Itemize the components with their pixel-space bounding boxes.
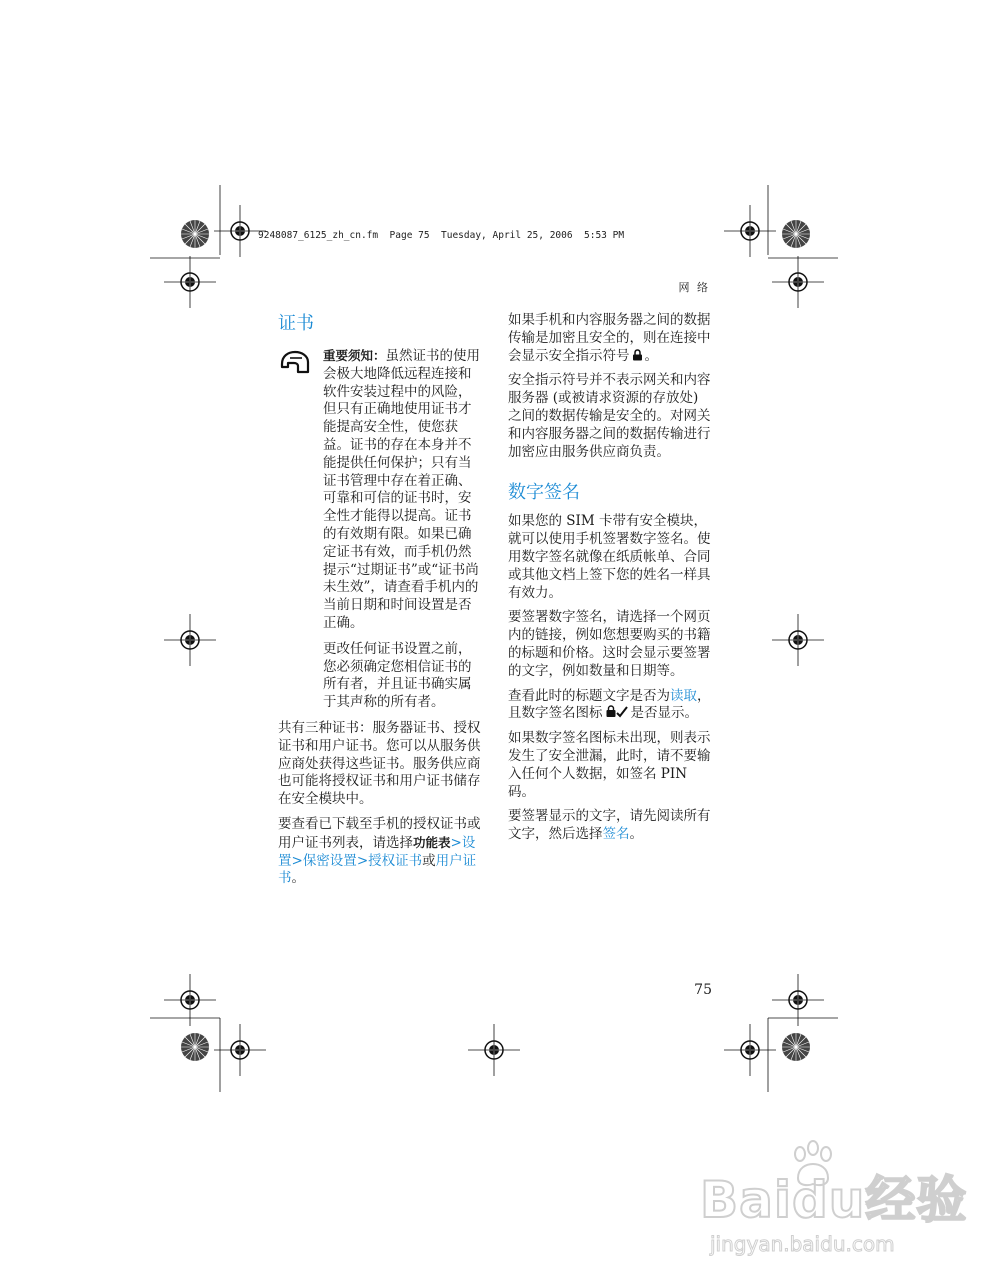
page-number: 75 (694, 982, 712, 998)
watermark-logo-text: Baidu经验 (700, 1171, 968, 1229)
sign-text-paragraph (508, 808, 714, 844)
security-indicator-paragraph: 安全指示符号并不表示网关和内容服务器 (或被请求资源的存放处) 之间的数据传输是安全的。对网关和内容服务器之间的数据传输进行加密应由服务供应商负责。 (508, 372, 711, 460)
note-hand-icon (280, 350, 310, 374)
path-authority-certs: 授权证书 (368, 852, 423, 869)
note-text-2: 更改任何证书设置之前，您必须确定您相信证书的所有者，并且证书确实属于其声称的所有者。 (323, 640, 472, 711)
important-note (278, 347, 484, 712)
section-heading-certificates: 证书 (278, 313, 314, 334)
secure-connection-text: 如果手机和内容服务器之间的数据传输是加密且安全的，则在连接中会显示安全指示符号 (508, 312, 711, 364)
sign-steps-paragraph: 要签署数字签名，请选择一个网页内的链接，例如您想要购买的书籍的标题和价格。这时会显示要签署的文字，例如数量和日期等。 (508, 609, 711, 679)
view-certs-paragraph (278, 816, 484, 888)
menu-label: 功能表 (413, 834, 451, 850)
note-text-1: 虽然证书的使用会极大地降低远程连接和软件安装过程中的风险，但只有正确地使用证书才能提高安全性，使您获益。证书的存在本身并不能提供任何保护；只有当证书管理中存在着正确、可靠和可信的证书时，安全性才能得以提高。证书的有效期有限。如果已确定证书有效，而手机仍然提示“过期证书”或“证书尚未生效”，请查看手机内的当前日期和时间设置是否正确。 (323, 348, 481, 631)
read-link-text: 读取 (670, 687, 697, 704)
or-text: 或 (422, 852, 436, 869)
sign-link-text: 签名 (602, 826, 630, 843)
period: 。 (644, 347, 658, 364)
path-user-certs: 用户证书 (278, 852, 477, 887)
right-column (508, 312, 714, 851)
view-certs-text: 要查看已下载至手机的授权证书或用户证书列表，请选择 (278, 815, 481, 851)
path-settings: 设置 (278, 834, 476, 869)
no-icon-paragraph: 如果数字签名图标未出现，则表示发生了安全泄漏，此时，请不要输入任何个人数据，如签名 PIN 码。 (508, 730, 711, 800)
watermark-url: jingyan.baidu.com (710, 1232, 895, 1256)
path-security-settings: 保密设置 (302, 852, 357, 869)
running-header: 网 络 (678, 281, 710, 294)
file-meta-line: 9248087_6125_zh_cn.fm Page 75 Tuesday, April 25, 2006 5:53 PM (258, 230, 625, 241)
check-title-paragraph (508, 688, 714, 724)
check-title-end: 是否显示。 (630, 705, 698, 722)
cert-types-paragraph: 共有三种证书：服务器证书、授权证书和用户证书。您可以从服务供应商处获得这些证书。服务供应商也可能将授权证书和用户证书储存在安全模块中。 (278, 719, 481, 808)
left-column (278, 312, 484, 895)
path-separator: > (291, 852, 303, 869)
secure-connection-paragraph (508, 312, 714, 365)
sign-text: 要签署显示的文字，请先阅读所有文字，然后选择 (508, 808, 711, 843)
section-heading-digital-signature: 数字签名 (508, 482, 580, 504)
period: 。 (629, 826, 643, 843)
signature-icon (606, 705, 628, 718)
baidu-watermark (700, 1140, 970, 1270)
path-separator: > (356, 852, 369, 869)
period: 。 (291, 870, 305, 887)
check-title-mid: ，且数字签名图标 (508, 687, 711, 722)
lock-icon (632, 349, 643, 361)
sim-signature-paragraph: 如果您的 SIM 卡带有安全模块，就可以使用手机签署数字签名。使用数字签名就像在纸质帐单、合同或其他文档上签下您的姓名一样具有效力。 (508, 513, 711, 601)
note-label: 重要须知： (323, 348, 386, 363)
check-title-text: 查看此时的标题文字是否为 (508, 687, 670, 704)
path-separator: > (450, 834, 462, 851)
